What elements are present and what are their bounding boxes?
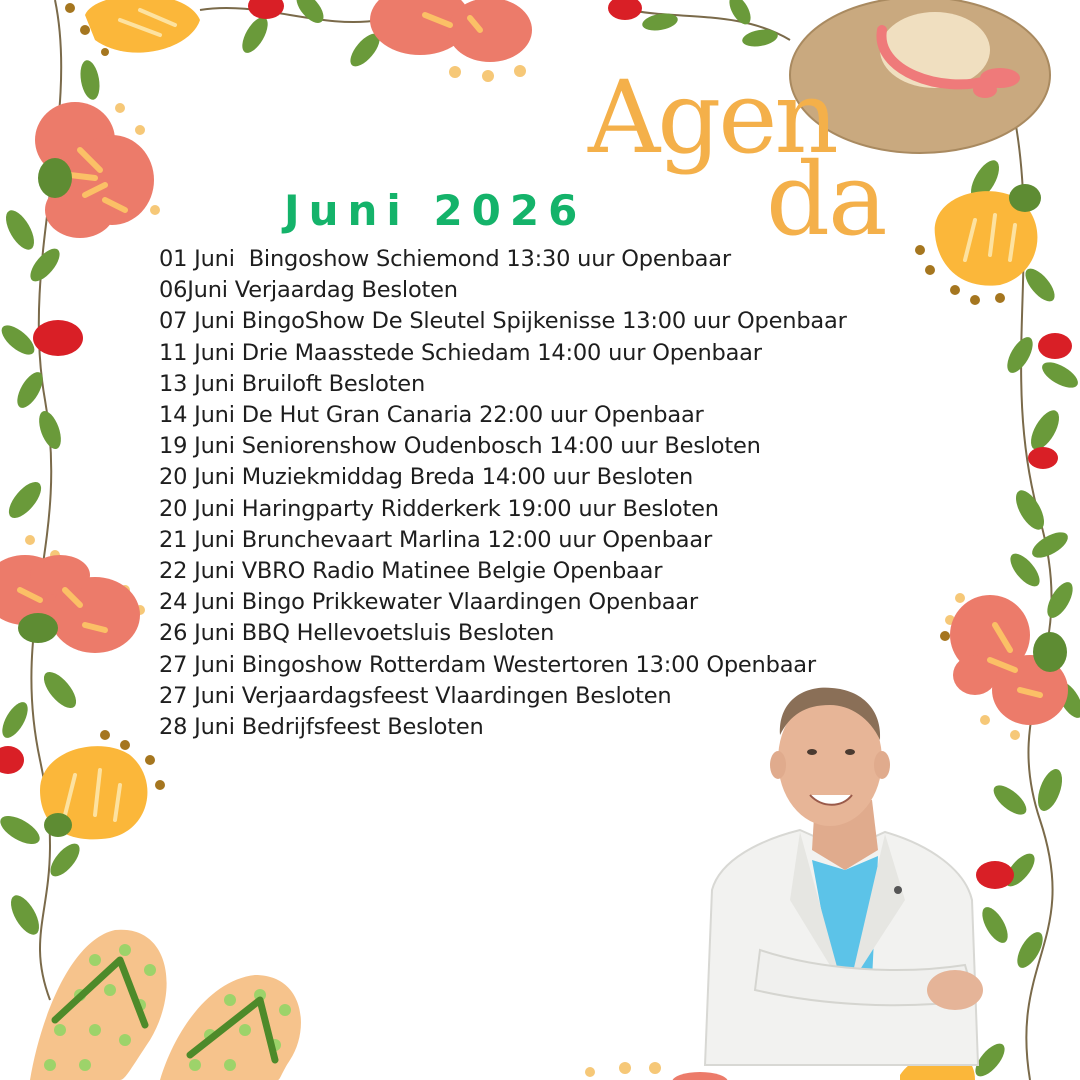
event-item: 28 Juni Bedrijfsfeest Besloten [159,714,484,741]
agenda-title-part2: da [766,141,886,258]
event-item: 24 Juni Bingo Prikkewater Vlaardingen Openbaar [159,589,698,616]
agenda-title-part1: Agen [588,59,836,176]
event-item: 14 Juni De Hut Gran Canaria 22:00 uur Openbaar [159,402,704,429]
event-item: 21 Juni Brunchevaart Marlina 12:00 uur Openbaar [159,526,713,553]
event-item: 22 Juni VBRO Radio Matinee Belgie Openbaar [159,558,663,585]
event-item: 13 Juni Bruiloft Besloten [159,370,425,397]
event-item: 11 Juni Drie Maasstede Schiedam 14:00 uur Openbaar [159,339,762,366]
event-item: 06Juni Verjaardag Besloten [159,277,458,304]
event-item: 20 Juni Muziekmiddag Breda 14:00 uur Besloten [159,464,694,491]
event-item: 01 Juni Bingoshow Schiemond 13:30 uur Openbaar [159,246,731,272]
event-item: 07 Juni BingoShow De Sleutel Spijkenisse 13:00 uur Openbaar [159,308,847,335]
event-item: 27 Juni Verjaardagsfeest Vlaardingen Besloten [159,682,672,709]
event-item: 26 Juni BBQ Hellevoetsluis Besloten [159,620,555,647]
event-item: 27 Juni Bingoshow Rotterdam Westertoren 13:00 Openbaar [159,651,816,678]
month-title: Juni 2026 [284,186,587,235]
event-item: 20 Juni Haringparty Ridderkerk 19:00 uur Besloten [159,495,719,522]
event-list [159,244,847,743]
event-item: 19 Juni Seniorenshow Oudenbosch 14:00 uur Besloten [159,433,761,460]
